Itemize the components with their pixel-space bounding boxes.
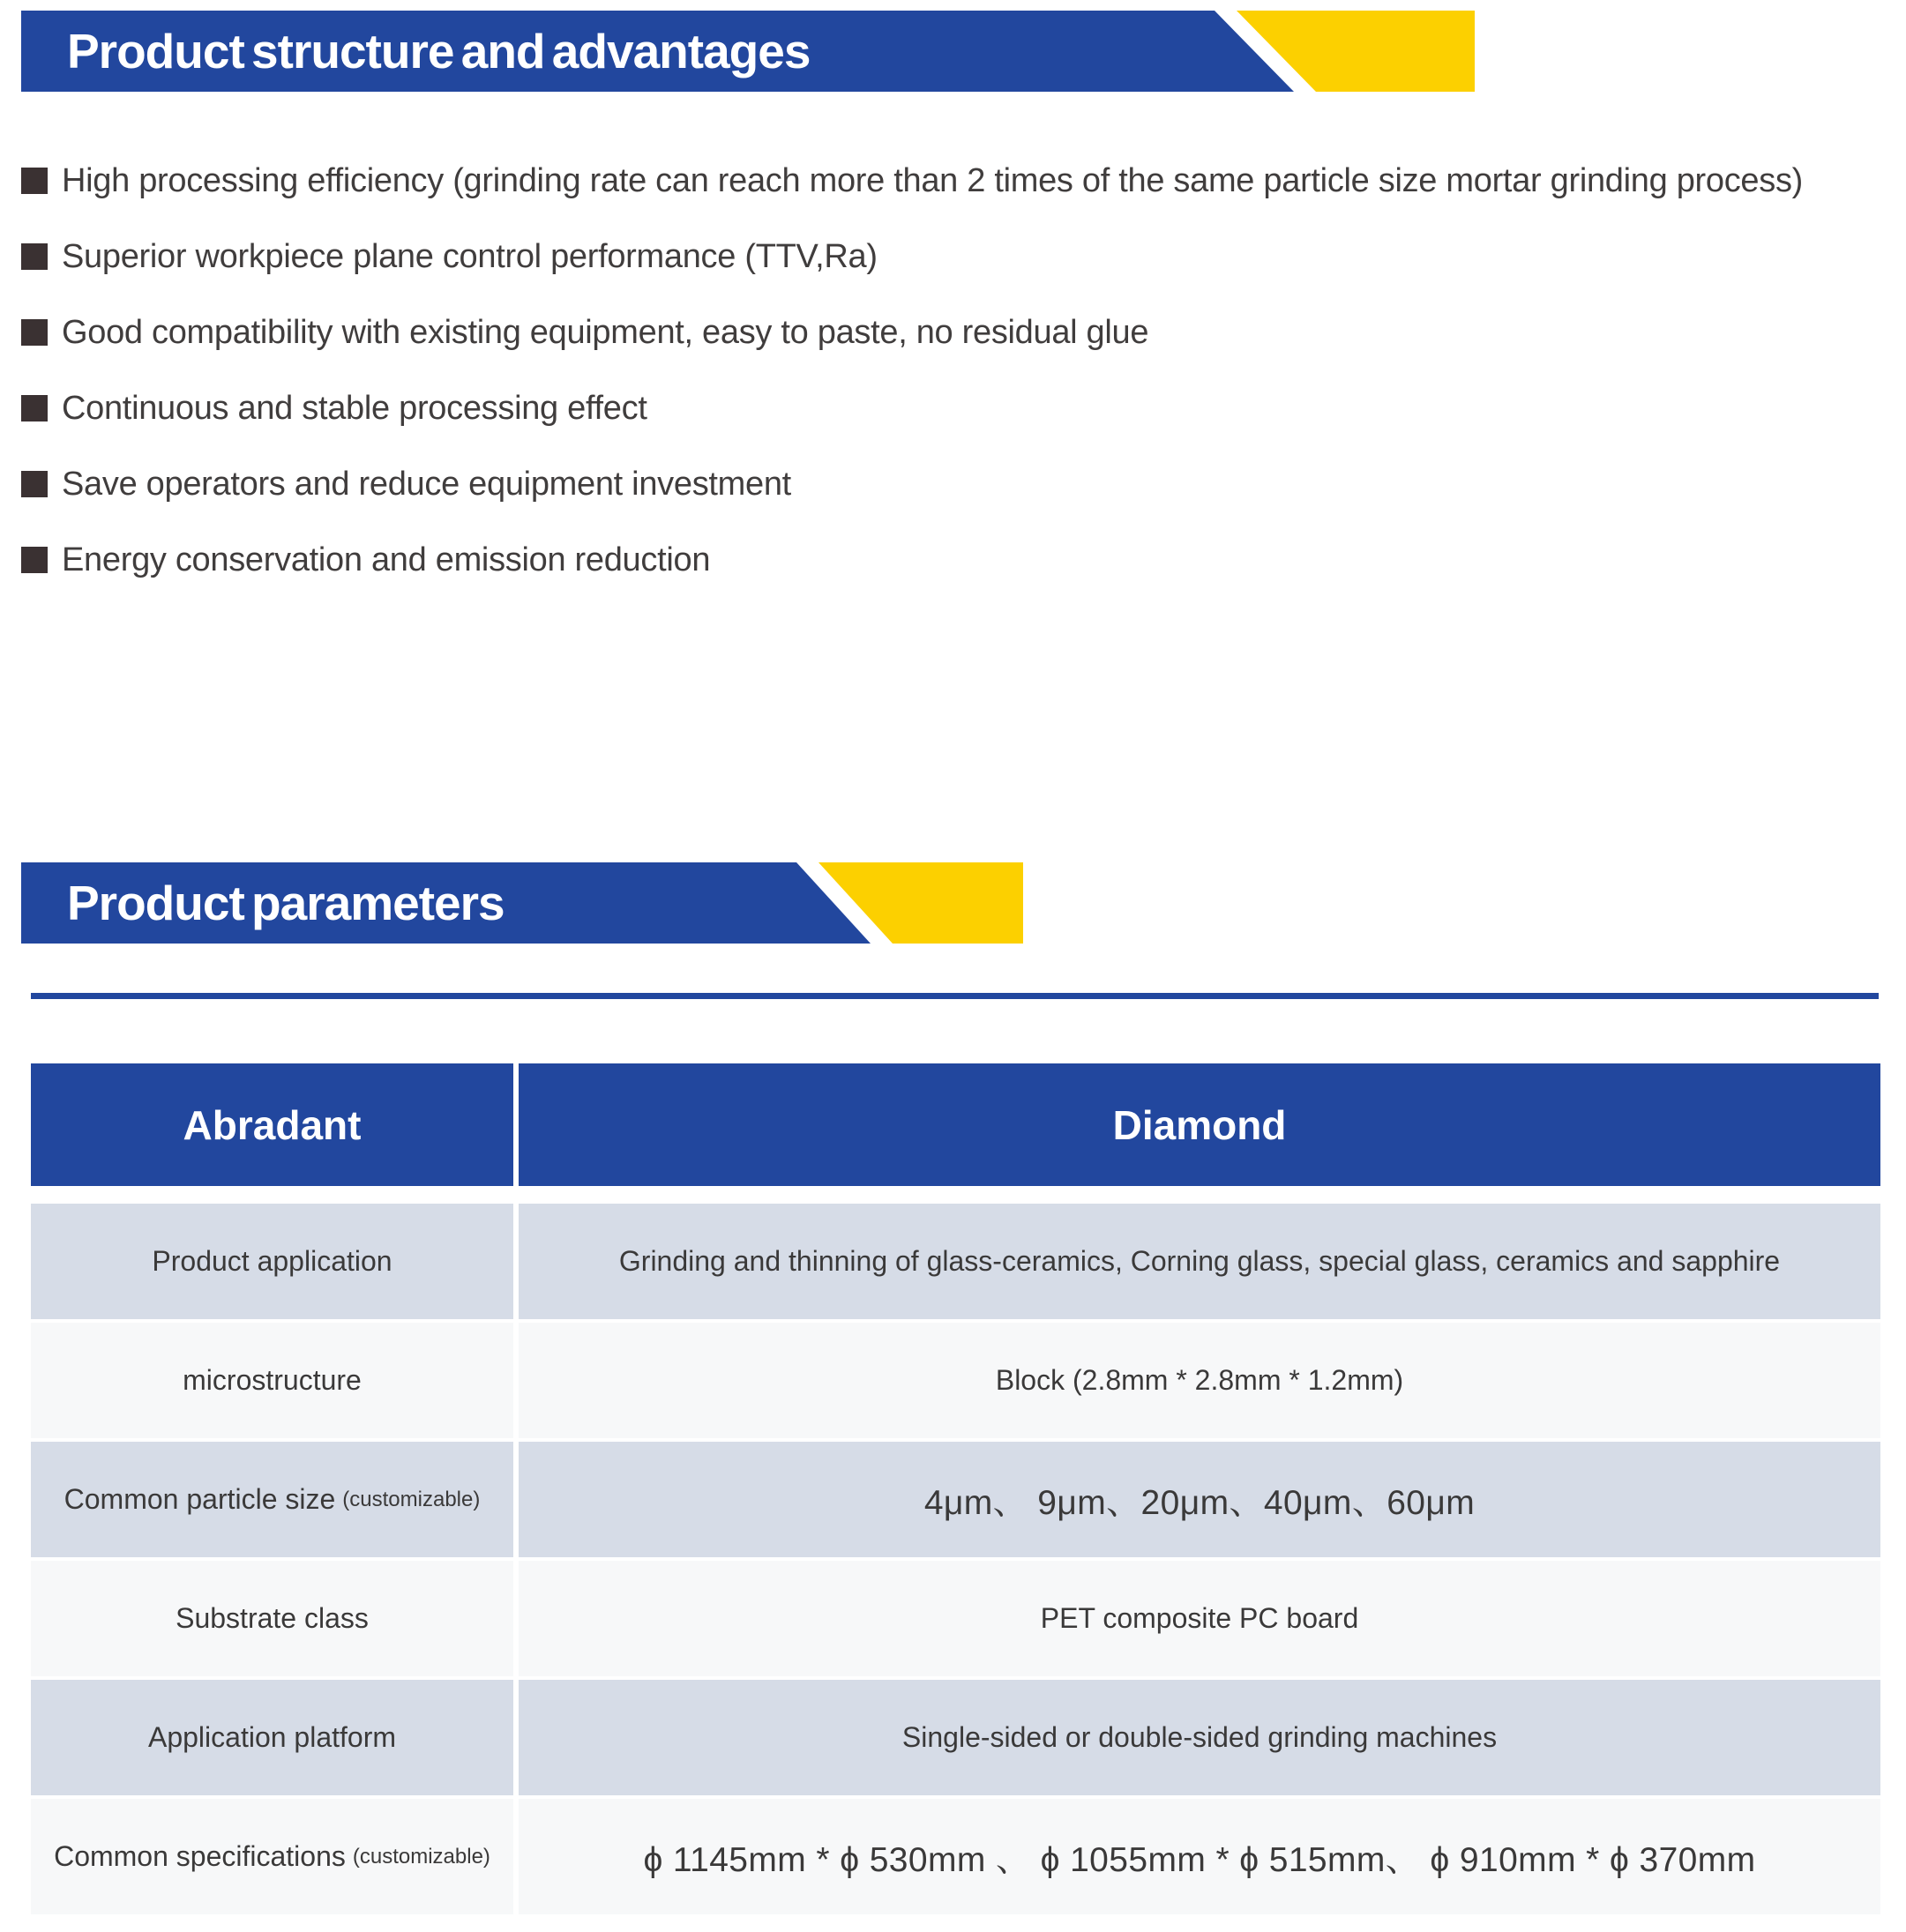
row-value-cell	[519, 1799, 1880, 1914]
row-value: Single-sided or double-sided grinding machines	[901, 1721, 1498, 1753]
row-label: Common specifications	[54, 1840, 346, 1872]
list-item	[21, 143, 1803, 219]
advantage-text: Continuous and stable processing effect	[62, 389, 647, 427]
square-bullet-icon	[21, 471, 48, 497]
table-row	[31, 1442, 1880, 1557]
advantages-list	[21, 143, 1803, 598]
table-header-diamond: Diamond	[519, 1063, 1880, 1186]
list-item	[21, 446, 1803, 522]
row-label-note: (customizable)	[352, 1844, 490, 1869]
table-header-row	[31, 1063, 1880, 1186]
section-banner-parameters	[21, 862, 1023, 944]
divider-line	[31, 993, 1879, 999]
row-value: PET composite PC board	[1040, 1602, 1359, 1634]
square-bullet-icon	[21, 319, 48, 346]
advantage-text: Energy conservation and emission reduction	[62, 541, 711, 578]
table-row	[31, 1680, 1880, 1795]
row-label-note: (customizable)	[342, 1487, 481, 1511]
section-banner-advantages	[21, 11, 1475, 92]
row-label-cell	[31, 1442, 513, 1557]
row-label: microstructure	[183, 1364, 362, 1396]
advantage-text: High processing efficiency (grinding rate can reach more than 2 times of the same particle size mortar grinding process)	[62, 161, 1804, 199]
list-item	[21, 522, 1803, 598]
table-row	[31, 1561, 1880, 1676]
row-label: Substrate class	[176, 1602, 369, 1634]
row-value-cell	[519, 1442, 1880, 1557]
row-label-cell	[31, 1323, 513, 1438]
list-item	[21, 295, 1803, 370]
square-bullet-icon	[21, 243, 48, 270]
table-row	[31, 1323, 1880, 1438]
table-header-abradant: Abradant	[31, 1063, 513, 1186]
list-item	[21, 219, 1803, 295]
row-value: 4μm、 9μm、20μm、40μm、60μm	[923, 1483, 1476, 1522]
row-value-cell	[519, 1204, 1880, 1319]
row-label: Product application	[152, 1245, 392, 1277]
advantage-text: Save operators and reduce equipment investment	[62, 465, 791, 503]
row-value: Grinding and thinning of glass-ceramics, Corning glass, special glass, ceramics and sapphire	[618, 1245, 1781, 1277]
row-value-cell	[519, 1323, 1880, 1438]
table-row	[31, 1204, 1880, 1319]
list-item	[21, 370, 1803, 446]
table-row	[31, 1799, 1880, 1914]
square-bullet-icon	[21, 547, 48, 573]
square-bullet-icon	[21, 395, 48, 421]
row-label: Common particle size	[64, 1483, 336, 1515]
row-label-cell	[31, 1204, 513, 1319]
section-title-parameters: Product parameters	[67, 876, 505, 930]
row-label-cell	[31, 1680, 513, 1795]
advantage-text: Superior workpiece plane control performance (TTV,Ra)	[62, 237, 878, 275]
row-label-cell	[31, 1799, 513, 1914]
row-label-cell	[31, 1561, 513, 1676]
square-bullet-icon	[21, 168, 48, 194]
row-value: ϕ 1145mm * ϕ 530mm 、 ϕ 1055mm * ϕ 515mm、 ϕ 910mm * ϕ 370mm	[643, 1840, 1756, 1879]
advantage-text: Good compatibility with existing equipment, easy to paste, no residual glue	[62, 313, 1149, 351]
row-label: Application platform	[147, 1721, 397, 1753]
section-title-advantages: Product structure and advantages	[67, 24, 811, 78]
parameters-table	[31, 1063, 1880, 1918]
row-value-cell	[519, 1561, 1880, 1676]
row-value-cell	[519, 1680, 1880, 1795]
row-value: Block (2.8mm * 2.8mm * 1.2mm)	[995, 1364, 1404, 1396]
